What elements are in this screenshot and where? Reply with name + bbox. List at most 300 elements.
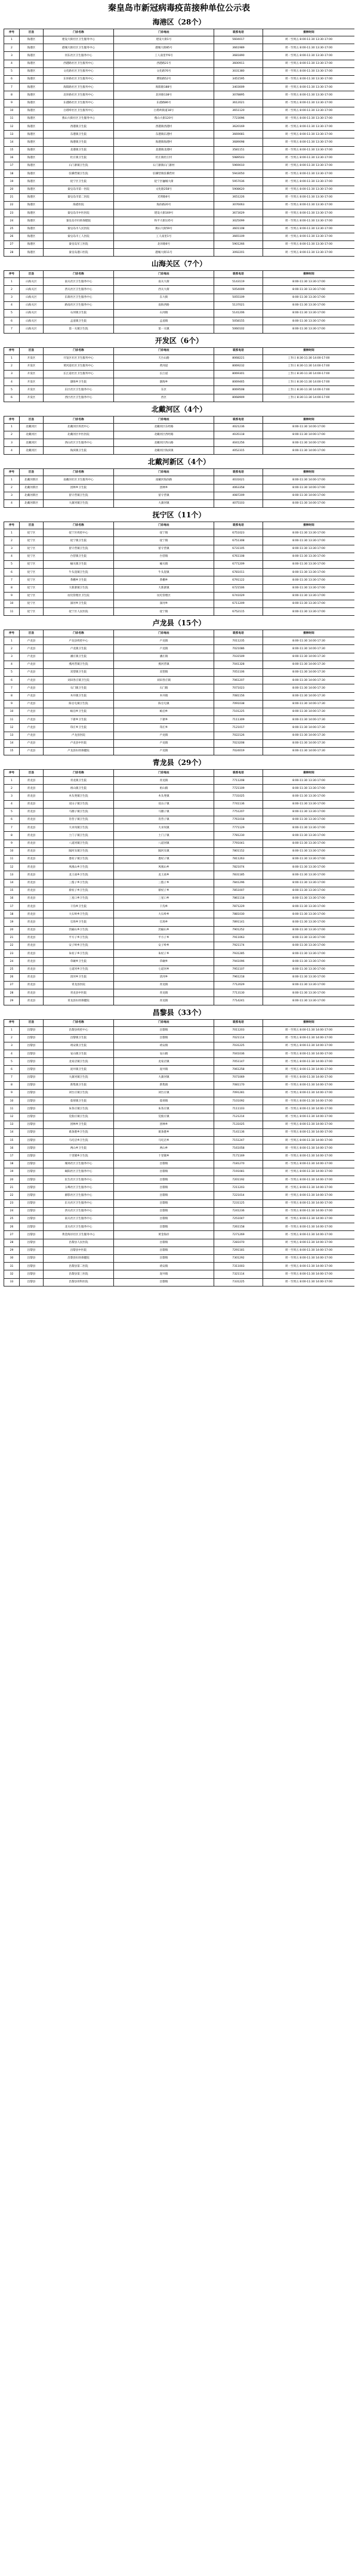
district-cell: 昌黎县 xyxy=(20,1270,44,1278)
phone-number: 7761018 xyxy=(214,816,263,824)
vaccination-hours: 8:00-11:30 13:30-17:00 xyxy=(263,989,355,997)
table-row xyxy=(4,1097,355,1105)
district-cell: 昌黎县 xyxy=(20,1223,44,1231)
row-number: 2 xyxy=(4,785,20,792)
clinic-name: 龙家店镇卫生院 xyxy=(44,1058,114,1066)
column-header-hours: 接种时间 xyxy=(263,770,355,777)
row-number: 13 xyxy=(4,732,20,739)
clinic-name: 八道河镇卫生院 xyxy=(44,840,114,847)
clinic-name: 城郊社区卫生服务中心 xyxy=(44,1160,114,1168)
row-number: 9 xyxy=(4,700,20,708)
district-cell: 昌黎县 xyxy=(20,1144,44,1152)
row-number: 5 xyxy=(4,808,20,816)
district-cell: 山海关区 xyxy=(20,317,44,325)
district-cell: 青龙县 xyxy=(20,879,44,887)
district-cell: 抚宁区 xyxy=(20,576,44,584)
district-cell: 北戴河新区 xyxy=(20,484,44,492)
clinic-address: 草碾乡 xyxy=(114,958,214,965)
district-cell: 抚宁区 xyxy=(20,608,44,616)
district-cell: 青龙县 xyxy=(20,903,44,911)
clinic-name: 昌黎县骨科医院 xyxy=(44,1278,114,1286)
phone-number: 7061258 xyxy=(214,1066,263,1073)
vaccination-hours: 工作日 8:30-11:30 14:00-17:00 xyxy=(263,386,355,394)
district-cell: 海港区 xyxy=(20,60,44,67)
clinic-address: 大巫岚镇 xyxy=(114,824,214,832)
row-number: 22 xyxy=(4,201,20,209)
phone-number: 7061207 xyxy=(214,677,263,684)
clinic-name: 卢龙县医院 xyxy=(44,732,114,739)
vaccination-hours: 8:00-11:30 13:30-17:00 xyxy=(263,973,355,981)
row-number: 6 xyxy=(4,75,20,83)
clinic-name: 蛤泊乡卫生院 xyxy=(44,708,114,715)
district-cell: 山海关区 xyxy=(20,301,44,309)
table-row xyxy=(4,123,355,131)
row-number: 27 xyxy=(4,981,20,989)
vaccination-hours: 周一至周五 8:00-11:30 13:30-17:00 xyxy=(263,99,355,107)
row-number: 17 xyxy=(4,1152,20,1160)
clinic-address: 黄金海岸 xyxy=(114,1231,214,1239)
phone-number: 7141136 xyxy=(214,1128,263,1136)
district-cell: 青龙县 xyxy=(20,981,44,989)
row-number: 5 xyxy=(4,386,20,394)
row-number: 10 xyxy=(4,708,20,715)
district-cell: 抚宁区 xyxy=(20,600,44,607)
vaccination-hours: 8:00-11:30 13:30-17:00 xyxy=(263,560,355,568)
row-number: 11 xyxy=(4,608,20,616)
row-number: 23 xyxy=(4,950,20,958)
clinic-address: 大石岭乡 xyxy=(114,911,214,918)
table-row xyxy=(4,529,355,537)
vaccination-hours: 周一至周五 8:00-11:30 14:00-17:00 xyxy=(263,1137,355,1144)
clinic-name: 泥井镇卫生院 xyxy=(44,1066,114,1073)
table-row xyxy=(4,824,355,832)
clinic-name: 两山乡卫生院 xyxy=(44,1144,114,1152)
vaccination-hours: 8:00-11:30 14:00-17:30 xyxy=(263,700,355,708)
vaccination-hours: 周一至周五 8:00-11:30 13:30-17:00 xyxy=(263,84,355,91)
clinic-address: 靖安镇 xyxy=(114,1263,214,1270)
district-cell: 青龙县 xyxy=(20,855,44,863)
clinic-address: 三星口乡 xyxy=(114,894,214,902)
clinic-name: 留守营镇卫生院 xyxy=(44,545,114,553)
phone-number: 7791041 xyxy=(214,840,263,847)
district-cell: 昌黎县 xyxy=(20,1176,44,1184)
vaccination-hours: 8:00-11:30 13:30-17:00 xyxy=(263,808,355,816)
phone-number: 7121017 xyxy=(214,724,263,732)
district-cell: 海港区 xyxy=(20,225,44,233)
clinic-name: 卢龙县疾控中心 xyxy=(44,637,114,645)
clinic-address: 燕河营镇 xyxy=(114,661,214,668)
vaccination-hours: 8:00-11:30 13:30-17:00 xyxy=(263,278,355,286)
row-number: 20 xyxy=(4,926,20,934)
district-cell: 昌黎县 xyxy=(20,1034,44,1042)
column-header-no: 序号 xyxy=(4,770,20,777)
table-row xyxy=(4,645,355,653)
clinic-name: 秦皇岛市妇幼保健院 xyxy=(44,217,114,225)
vaccination-hours: 周一至周五 8:00-11:30 14:00-17:00 xyxy=(263,1097,355,1105)
clinic-address: 昌黎镇 xyxy=(114,1026,214,1034)
vaccination-hours: 8:00-11:30 13:30-17:00 xyxy=(263,840,355,847)
row-number: 1 xyxy=(4,278,20,286)
clinic-address: 泥井镇 xyxy=(114,1066,214,1073)
phone-number: 7801152 xyxy=(214,847,263,855)
district-cell: 青龙县 xyxy=(20,894,44,902)
district-cell: 昌黎县 xyxy=(20,1081,44,1089)
district-cell: 昌黎县 xyxy=(20,1113,44,1121)
table-header-row xyxy=(4,770,355,777)
phone-number: 8068909 xyxy=(214,394,263,402)
district-cell: 卢龙县 xyxy=(20,684,44,692)
phone-number: 3689098 xyxy=(214,138,263,146)
clinic-name: 木井镇卫生院 xyxy=(44,692,114,700)
district-cell: 抚宁区 xyxy=(20,545,44,553)
vaccination-hours: 周一至周五 8:00-11:30 14:00-17:00 xyxy=(263,1042,355,1050)
row-number: 15 xyxy=(4,146,20,154)
table-row xyxy=(4,1121,355,1128)
row-number: 6 xyxy=(4,677,20,684)
row-number: 7 xyxy=(4,684,20,692)
phone-number: 7231125 xyxy=(214,1199,263,1207)
vaccination-hours: 8:00-11:30 13:30-17:00 xyxy=(263,934,355,942)
phone-number: 7201192 xyxy=(214,1176,263,1184)
table-row xyxy=(4,1199,355,1207)
row-number: 19 xyxy=(4,178,20,186)
clinic-name: 东区社区卫生服务中心 xyxy=(44,386,114,394)
table-row xyxy=(4,131,355,138)
phone-number: 3665109 xyxy=(214,233,263,240)
clinic-address: 团林乡 xyxy=(114,484,214,492)
row-number: 3 xyxy=(4,1042,20,1050)
phone-number: 7111309 xyxy=(214,716,263,724)
clinic-address: 昌黎镇 xyxy=(114,1184,214,1192)
phone-number: 7024019 xyxy=(214,747,263,755)
table-row xyxy=(4,569,355,576)
phone-number: 5901266 xyxy=(214,240,263,248)
clinic-address: 大蒲河镇 xyxy=(114,500,214,508)
clinic-address: 青龙镇 xyxy=(114,777,214,785)
row-number: 2 xyxy=(4,645,20,653)
table-header-row xyxy=(4,630,355,637)
district-cell: 青龙县 xyxy=(20,863,44,871)
row-number: 27 xyxy=(4,1231,20,1239)
clinic-address: 祖山镇 xyxy=(114,785,214,792)
vaccination-hours: 工作日 8:30-11:30 14:00-17:00 xyxy=(263,362,355,370)
clinic-address: 凤凰山乡 xyxy=(114,863,214,871)
district-table xyxy=(4,522,354,616)
vaccination-hours: 8:00-11:30 13:30-17:00 xyxy=(263,310,355,317)
phone-number: 4063358 xyxy=(214,484,263,492)
clinic-name: 肖营子镇卫生院 xyxy=(44,816,114,824)
column-header-address: 门诊地址 xyxy=(114,770,214,777)
column-header-hours: 接种时间 xyxy=(263,29,355,36)
row-number: 12 xyxy=(4,724,20,732)
row-number: 12 xyxy=(4,123,20,131)
vaccination-hours: 8:00-11:30 13:30-17:00 xyxy=(263,958,355,965)
clinic-address: 昌黎镇 xyxy=(114,1199,214,1207)
district-cell: 开发区 xyxy=(20,378,44,386)
clinic-address: 港城大街85号 xyxy=(114,44,214,52)
district-cell: 山海关区 xyxy=(20,325,44,333)
clinic-name: 朱各庄镇卫生院 xyxy=(44,1105,114,1113)
clinic-name: 黄河道社区卫生服务中心 xyxy=(44,362,114,370)
clinic-address: 团林乡 xyxy=(114,1121,214,1128)
vaccination-hours: 8:00-11:30 13:30-17:00 xyxy=(263,600,355,607)
clinic-name: 开发区社区卫生服务中心 xyxy=(44,354,114,362)
clinic-address: 文化路76号 xyxy=(114,67,214,75)
table-row xyxy=(4,863,355,871)
phone-number: 7941096 xyxy=(214,958,263,965)
clinic-address: 孟姜镇 xyxy=(114,317,214,325)
clinic-name: 三星口乡卫生院 xyxy=(44,894,114,902)
clinic-address: 昌黎镇 xyxy=(114,1247,214,1254)
clinic-name: 海港医院 xyxy=(44,201,114,209)
table-row xyxy=(4,1152,355,1160)
clinic-name: 石门镇卫生院 xyxy=(44,684,114,692)
phone-number: 5908620 xyxy=(214,186,263,193)
row-number: 18 xyxy=(4,170,20,178)
district-cell: 海港区 xyxy=(20,178,44,186)
table-row xyxy=(4,958,355,965)
row-number: 14 xyxy=(4,1128,20,1136)
vaccination-hours: 工作日 8:30-11:30 14:00-17:00 xyxy=(263,394,355,402)
vaccination-hours: 周一至周五 8:00-11:30 13:30-17:00 xyxy=(263,154,355,162)
clinic-address: 泥井镇 xyxy=(114,1270,214,1278)
phone-number: 3651120 xyxy=(214,107,263,115)
clinic-name: 长江道社区卫生服务中心 xyxy=(44,370,114,378)
clinic-name: 河东社区卫生服务中心 xyxy=(44,52,114,60)
district-cell: 卢龙县 xyxy=(20,653,44,661)
column-header-phone: 联系电话 xyxy=(214,271,263,278)
clinic-address: 港城大街11号 xyxy=(114,249,214,257)
table-row xyxy=(4,439,355,447)
row-number: 1 xyxy=(4,777,20,785)
row-number: 6 xyxy=(4,569,20,576)
table-row xyxy=(4,1137,355,1144)
district-table xyxy=(4,270,354,333)
clinic-address: 抚宁区骊城大街 xyxy=(114,178,214,186)
row-number: 3 xyxy=(4,653,20,661)
clinic-name: 秦皇岛港口医院 xyxy=(44,249,114,257)
row-number: 6 xyxy=(4,1066,20,1073)
district-cell: 青龙县 xyxy=(20,950,44,958)
clinic-name: 新集镇卫生院 xyxy=(44,1081,114,1089)
row-number: 24 xyxy=(4,217,20,225)
row-number: 10 xyxy=(4,107,20,115)
clinic-address: 牛头崖镇 xyxy=(114,569,214,576)
row-number: 4 xyxy=(4,500,20,508)
row-number: 8 xyxy=(4,832,20,840)
row-number: 29 xyxy=(4,997,20,1005)
vaccination-hours: 8:00-11:30 13:30-17:00 xyxy=(263,537,355,545)
vaccination-hours: 工作日 8:30-11:30 14:00-17:00 xyxy=(263,378,355,386)
clinic-name: 马圈子镇卫生院 xyxy=(44,808,114,816)
clinic-address: 刘台庄镇 xyxy=(114,1090,214,1097)
district-cell: 卢龙县 xyxy=(20,732,44,739)
clinic-name: 靖安镇卫生院 xyxy=(44,1042,114,1050)
clinic-address: 工人南里1号 xyxy=(114,233,214,240)
row-number: 4 xyxy=(4,301,20,309)
clinic-name: 驻操营镇卫生院 xyxy=(44,170,114,178)
district-cell: 卢龙县 xyxy=(20,692,44,700)
vaccination-hours: 周一至周五 8:00-11:30 13:30-17:00 xyxy=(263,107,355,115)
clinic-name: 娄杖子镇卫生院 xyxy=(44,855,114,863)
table-row xyxy=(4,1263,355,1270)
clinic-address: 昌黎镇 xyxy=(114,1176,214,1184)
phone-number: 8068221 xyxy=(214,354,263,362)
row-number: 20 xyxy=(4,186,20,193)
vaccination-hours: 8:00-11:30 13:30-17:00 xyxy=(263,576,355,584)
column-header-phone: 联系电话 xyxy=(214,522,263,529)
row-number: 3 xyxy=(4,492,20,499)
district-cell: 山海关区 xyxy=(20,294,44,301)
clinic-name: 青龙县中医院 xyxy=(44,989,114,997)
vaccination-hours: 周一至周五 8:00-11:30 14:00-17:00 xyxy=(263,1192,355,1199)
table-row xyxy=(4,154,355,162)
district-table xyxy=(4,29,354,257)
phone-number: 7781230 xyxy=(214,832,263,840)
district-table xyxy=(4,1019,354,1287)
district-cell: 昌黎县 xyxy=(20,1073,44,1081)
clinic-name: 留守营镇卫生院 xyxy=(44,492,114,499)
vaccination-hours: 工作日 8:30-11:30 14:00-17:00 xyxy=(263,370,355,378)
table-row xyxy=(4,918,355,926)
district-cell: 抚宁区 xyxy=(20,584,44,592)
district-cell: 青龙县 xyxy=(20,777,44,785)
column-header-district: 区县 xyxy=(20,469,44,476)
phone-number: 7021114 xyxy=(214,1034,263,1042)
vaccination-hours: 8:00-11:30 13:30-17:00 xyxy=(263,981,355,989)
vaccination-hours: 周一至周五 8:00-11:30 13:30-17:00 xyxy=(263,60,355,67)
vaccination-hours: 周一至周五 8:00-11:30 13:30-17:00 xyxy=(263,209,355,217)
clinic-address: 荒佃庄镇 xyxy=(114,1113,214,1121)
vaccination-hours: 周一至周五 8:00-11:30 13:30-17:00 xyxy=(263,67,355,75)
phone-number: 7771129 xyxy=(214,824,263,832)
column-header-district: 区县 xyxy=(20,416,44,423)
row-number: 26 xyxy=(4,233,20,240)
clinic-name: 十里铺乡卫生院 xyxy=(44,1152,114,1160)
clinic-address: 八道河镇 xyxy=(114,840,214,847)
row-number: 11 xyxy=(4,716,20,724)
clinic-name: 干沟乡卫生院 xyxy=(44,903,114,911)
phone-number: 3076063 xyxy=(214,201,263,209)
clinic-address: 印庄乡 xyxy=(114,724,214,732)
row-number: 13 xyxy=(4,131,20,138)
clinic-name: 团林乡卫生院 xyxy=(44,1121,114,1128)
vaccination-hours: 8:00-11:30 13:30-17:00 xyxy=(263,584,355,592)
clinic-name: 深河乡卫生院 xyxy=(44,600,114,607)
phone-number: 7131025 xyxy=(214,1121,263,1128)
district-title: 海港区（28个） xyxy=(152,18,206,26)
clinic-address: 木头凳镇 xyxy=(114,792,214,800)
phone-number: 5957036 xyxy=(214,178,263,186)
vaccination-hours: 8:00-11:30 13:30-17:00 xyxy=(263,832,355,840)
clinic-address: 北戴河区东经路 xyxy=(114,423,214,431)
vaccination-hours: 周一至周五 8:00-11:30 13:30-17:00 xyxy=(263,91,355,99)
column-header-no: 序号 xyxy=(4,416,20,423)
clinic-address: 海阳路188号 xyxy=(114,84,214,91)
clinic-name: 秦皇岛市工人医院 xyxy=(44,233,114,240)
district-cell: 海港区 xyxy=(20,75,44,83)
phone-number: 6781011 xyxy=(214,569,263,576)
table-row xyxy=(4,67,355,75)
table-row xyxy=(4,537,355,545)
phone-number: 7171169 xyxy=(214,1152,263,1160)
table-row xyxy=(4,84,355,91)
table-row xyxy=(4,500,355,508)
district-cell: 抚宁区 xyxy=(20,592,44,600)
phone-number: 4052315 xyxy=(214,447,263,455)
clinic-address: 昌黎镇 xyxy=(114,1215,214,1223)
table-row xyxy=(4,138,355,146)
phone-number: 7151247 xyxy=(214,1137,263,1144)
phone-number: 7891141 xyxy=(214,918,263,926)
row-number: 1 xyxy=(4,36,20,44)
clinic-name: 卢龙县中医院 xyxy=(44,739,114,747)
district-cell: 青龙县 xyxy=(20,926,44,934)
district-cell: 昌黎县 xyxy=(20,1247,44,1254)
column-header-hours: 接种时间 xyxy=(263,522,355,529)
vaccination-hours: 8:00-11:30 13:30-17:00 xyxy=(263,777,355,785)
vaccination-hours: 8:00-11:30 14:00-17:30 xyxy=(263,708,355,715)
row-number: 11 xyxy=(4,115,20,122)
clinic-address: 肖营子镇 xyxy=(114,816,214,824)
table-row xyxy=(4,249,355,257)
district-cell: 昌黎县 xyxy=(20,1152,44,1160)
phone-number: 5060102 xyxy=(214,325,263,333)
column-header-phone: 联系电话 xyxy=(214,469,263,476)
phone-number: 3612021 xyxy=(214,99,263,107)
table-row xyxy=(4,423,355,431)
row-number: 7 xyxy=(4,576,20,584)
district-cell: 开发区 xyxy=(20,370,44,378)
table-row xyxy=(4,1034,355,1042)
clinic-name: 黄金海岸社区卫生服务中心 xyxy=(44,1231,114,1239)
vaccination-hours: 8:00-11:30 13:30-17:00 xyxy=(263,863,355,871)
row-number: 29 xyxy=(4,1247,20,1254)
vaccination-hours: 8:00-11:30 14:00-17:00 xyxy=(263,431,355,439)
phone-number: 6751023 xyxy=(214,529,263,537)
phone-number: 7161058 xyxy=(214,1144,263,1152)
clinic-address: 北港镇北港村 xyxy=(114,146,214,154)
district-cell: 昌黎县 xyxy=(20,1105,44,1113)
clinic-name: 燕山大街社区卫生服务中心 xyxy=(44,115,114,122)
clinic-name: 昌黎县第二医院 xyxy=(44,1263,114,1270)
table-row xyxy=(4,981,355,989)
table-row xyxy=(4,903,355,911)
table-row xyxy=(4,1113,355,1121)
column-header-hours: 接种时间 xyxy=(263,469,355,476)
row-number: 2 xyxy=(4,431,20,439)
district-cell: 海港区 xyxy=(20,240,44,248)
clinic-address: 坟坨管理区 xyxy=(114,592,214,600)
row-number: 9 xyxy=(4,592,20,600)
row-number: 4 xyxy=(4,661,20,668)
vaccination-hours: 8:00-11:30 14:00-17:30 xyxy=(263,724,355,732)
clinic-address: 两山乡 xyxy=(114,1144,214,1152)
district-cell: 海港区 xyxy=(20,170,44,178)
clinic-name: 青龙县医院 xyxy=(44,981,114,989)
district-cell: 海港区 xyxy=(20,131,44,138)
clinic-address: 北戴河区海滨镇 xyxy=(114,447,214,455)
clinic-name: 海阳路社区卫生服务中心 xyxy=(44,84,114,91)
clinic-address: 燕山大街59号 xyxy=(114,225,214,233)
column-header-name: 门诊名称 xyxy=(44,29,114,36)
district-table xyxy=(4,630,354,755)
district-cell: 昌黎县 xyxy=(20,1066,44,1073)
clinic-address: 抚宁镇 xyxy=(114,608,214,616)
table-row xyxy=(4,700,355,708)
clinic-address: 青龙镇 xyxy=(114,981,214,989)
vaccination-hours: 周一至周五 8:00-11:30 14:00-17:00 xyxy=(263,1058,355,1066)
